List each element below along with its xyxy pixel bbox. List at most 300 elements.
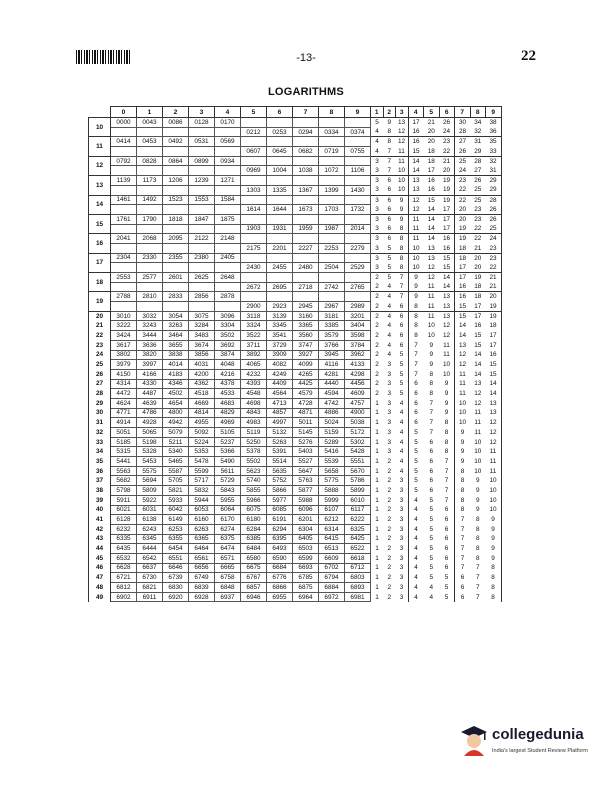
log-value: 3711: [241, 340, 267, 350]
diff-cell: 7: [429, 399, 434, 407]
diff-cell: 8: [396, 234, 409, 244]
empty-cell: [293, 176, 319, 186]
diff-cell: 5: [444, 593, 449, 601]
empty-cell: [163, 147, 189, 157]
log-value: 3243: [137, 321, 163, 331]
diff-cell: 6: [455, 573, 471, 583]
log-value: 0607: [241, 147, 267, 157]
log-value: 3424: [111, 331, 137, 341]
row-number: 48: [89, 583, 111, 593]
log-value: 2041: [111, 234, 137, 244]
log-value: 3464: [163, 331, 189, 341]
diff-cell: 19: [439, 176, 455, 186]
log-value: 5888: [319, 486, 345, 496]
diff-cell: 10: [427, 331, 435, 339]
diff-cell: 26: [486, 205, 502, 215]
diff-cell: 1: [371, 534, 384, 544]
diff-cell: 28: [486, 195, 502, 205]
log-value: 5079: [163, 428, 189, 438]
diff-cell: 6: [399, 341, 404, 349]
diff-cell: 12: [486, 418, 502, 428]
log-value: 6107: [319, 505, 345, 515]
diff-cell: 8: [486, 583, 502, 593]
log-value: 4742: [319, 398, 345, 408]
diff-cell: 2: [371, 340, 384, 350]
diff-cell: 20: [474, 263, 482, 271]
log-value: 4014: [163, 360, 189, 370]
empty-cell: [319, 137, 345, 147]
diff-cell: 7: [475, 574, 480, 582]
diff-cell: 16: [474, 322, 482, 330]
diff-cell: 29: [486, 176, 502, 186]
diff-cell: 18: [486, 321, 502, 331]
log-value: 6911: [137, 592, 163, 602]
log-value: 5798: [111, 486, 137, 496]
table-row: [89, 457, 502, 467]
diff-cell: 9: [399, 205, 404, 213]
diff-cell: 23: [474, 205, 482, 213]
row-number: 15: [89, 214, 111, 233]
diff-cell: 10: [408, 253, 424, 263]
diff-cell: 3: [387, 428, 392, 436]
log-value: 5478: [189, 457, 215, 467]
diff-cell: 6: [455, 592, 471, 602]
diff-cell: 9: [429, 341, 434, 349]
diff-cell: 6: [429, 438, 434, 446]
log-value: 6590: [267, 553, 293, 563]
diff-cell: 2: [371, 350, 384, 360]
diff-cell: 5: [371, 118, 384, 128]
log-value: 2175: [241, 243, 267, 253]
diff-cell: 8: [408, 311, 424, 321]
diff-cell: 5: [429, 496, 434, 504]
empty-cell: [293, 137, 319, 147]
diff-cell: 3: [399, 486, 404, 494]
log-value: 3541: [267, 331, 293, 341]
log-value: 2201: [267, 243, 293, 253]
empty-cell: [111, 147, 137, 157]
log-value: 1875: [215, 214, 241, 224]
diff-cell: 9: [444, 399, 449, 407]
log-value: 6243: [137, 524, 163, 534]
log-value: 3345: [267, 321, 293, 331]
log-value: 6464: [189, 544, 215, 554]
log-value: 1206: [163, 176, 189, 186]
row-number: 26: [89, 369, 111, 379]
diff-cell: 12: [397, 128, 406, 136]
diff-cell: 16: [424, 176, 440, 186]
diff-cell: 5: [408, 428, 424, 438]
diff-cell: 1: [371, 544, 384, 554]
diff-cell: 10: [486, 505, 502, 515]
table-row: [89, 486, 502, 496]
diff-cell: 10: [486, 486, 502, 496]
empty-cell: [215, 243, 241, 253]
diff-cell: 19: [455, 224, 471, 234]
log-value: 4942: [163, 418, 189, 428]
diff-cell: 4: [408, 515, 424, 525]
table-row: [89, 302, 502, 312]
diff-cell: 7: [429, 419, 434, 427]
diff-cell: 9: [475, 496, 480, 504]
log-value: 6191: [267, 515, 293, 525]
diff-cell: 20: [455, 214, 471, 224]
diff-cell: 9: [486, 515, 502, 525]
diff-cell: 5: [429, 525, 434, 533]
diff-cell: 1: [371, 515, 384, 525]
diff-header: 4: [408, 107, 424, 118]
diff-cell: 6: [383, 214, 396, 224]
diff-cell: 6: [408, 418, 424, 428]
diff-cell: 24: [442, 128, 451, 136]
row-number: 20: [89, 311, 111, 321]
log-value: 6839: [189, 583, 215, 593]
log-value: 4314: [111, 379, 137, 389]
empty-cell: [345, 137, 371, 147]
diff-cell: 7: [429, 428, 434, 436]
col-header: 5: [241, 107, 267, 118]
empty-cell: [163, 205, 189, 215]
log-value: 6355: [163, 534, 189, 544]
log-value: 3404: [345, 321, 371, 331]
log-value: 1430: [345, 185, 371, 195]
row-number: 44: [89, 544, 111, 554]
diff-cell: 1: [371, 447, 384, 457]
log-value: 5051: [111, 428, 137, 438]
diff-cell: 14: [474, 361, 482, 369]
diff-cell: 19: [439, 195, 455, 205]
table-row: [89, 592, 502, 602]
row-number: 35: [89, 457, 111, 467]
diff-cell: 10: [408, 263, 424, 273]
empty-cell: [189, 127, 215, 137]
diff-cell: 7: [444, 496, 449, 504]
diff-cell: 16: [408, 137, 424, 147]
diff-cell: 4: [371, 127, 384, 137]
log-value: 6656: [189, 563, 215, 573]
log-value: 5024: [319, 418, 345, 428]
log-value: 6712: [345, 563, 371, 573]
logo-name: collegedunia: [492, 726, 584, 743]
diff-cell: 22: [486, 263, 502, 273]
table-row: [89, 321, 502, 331]
log-value: 5705: [163, 476, 189, 486]
log-value: 5611: [215, 466, 241, 476]
col-header: 9: [345, 107, 371, 118]
log-value: 3945: [319, 350, 345, 360]
empty-cell: [215, 127, 241, 137]
log-value: 5289: [319, 437, 345, 447]
log-value: 4518: [189, 389, 215, 399]
log-value: 6503: [293, 544, 319, 554]
diff-cell: 17: [474, 302, 482, 310]
log-value: 5647: [293, 466, 319, 476]
empty-cell: [137, 147, 163, 157]
log-value: 2742: [319, 282, 345, 292]
diff-cell: 5: [444, 583, 449, 591]
diff-cell: 5: [408, 466, 424, 476]
diff-cell: 7: [455, 563, 471, 573]
diff-cell: 8: [399, 244, 404, 252]
diff-cell: 7: [396, 292, 409, 302]
diff-cell: 28: [470, 156, 486, 166]
log-value: 2989: [345, 302, 371, 312]
log-value: 2967: [319, 302, 345, 312]
diff-cell: 2: [387, 467, 392, 475]
diff-cell: 3: [399, 535, 404, 543]
table-row: [89, 418, 502, 428]
diff-cell: 9: [444, 380, 449, 388]
diff-cell: 14: [408, 156, 424, 166]
log-value: 6599: [293, 553, 319, 563]
diff-cell: 4: [399, 428, 404, 436]
diff-cell: 5: [429, 564, 434, 572]
diff-cell: 14: [455, 321, 471, 331]
log-value: 2878: [215, 292, 241, 302]
log-value: 4472: [111, 389, 137, 399]
table-row: [89, 137, 502, 147]
empty-cell: [293, 214, 319, 224]
diff-cell: 5: [383, 253, 396, 263]
log-value: 2122: [189, 234, 215, 244]
diff-cell: 11: [455, 369, 471, 379]
log-value: 2330: [137, 253, 163, 263]
log-value: 4533: [215, 389, 241, 399]
table-row: [89, 428, 502, 438]
diff-cell: 7: [475, 583, 480, 591]
empty-cell: [215, 185, 241, 195]
log-value: 5038: [345, 418, 371, 428]
table-row: [89, 379, 502, 389]
row-number: 19: [89, 292, 111, 311]
log-value: 4639: [137, 398, 163, 408]
log-value: 5786: [345, 476, 371, 486]
diff-cell: 2: [387, 535, 392, 543]
log-value: 6866: [267, 583, 293, 593]
log-value: 1818: [163, 214, 189, 224]
diff-cell: 3: [371, 156, 384, 166]
diff-cell: 6: [387, 205, 392, 213]
empty-cell: [345, 118, 371, 128]
row-number: 38: [89, 486, 111, 496]
log-value: 2304: [111, 253, 137, 263]
log-value: 1335: [267, 185, 293, 195]
diff-cell: 3: [399, 593, 404, 601]
log-value: 6425: [345, 534, 371, 544]
log-value: 0492: [163, 137, 189, 147]
empty-cell: [137, 263, 163, 273]
log-value: 6920: [163, 592, 189, 602]
row-number: 43: [89, 534, 111, 544]
diff-cell: 2: [371, 282, 384, 292]
diff-cell: 13: [474, 380, 482, 388]
log-value: 6693: [293, 563, 319, 573]
log-value: 5340: [163, 447, 189, 457]
diff-cell: 7: [408, 340, 424, 350]
log-value: 0569: [215, 137, 241, 147]
diff-cell: 4: [429, 583, 434, 591]
diff-cell: 22: [455, 195, 471, 205]
log-value: 4728: [293, 398, 319, 408]
diff-cell: 8: [475, 535, 480, 543]
diff-cell: 7: [444, 457, 449, 465]
diff-cell: 7: [455, 534, 471, 544]
diff-cell: 21: [474, 244, 482, 252]
diff-cell: 6: [408, 398, 424, 408]
log-value: 0086: [163, 118, 189, 128]
diff-cell: 3: [371, 185, 384, 195]
diff-cell: 9: [408, 282, 424, 292]
log-value: 0414: [111, 137, 137, 147]
log-value: 3692: [215, 340, 241, 350]
diff-cell: 23: [455, 176, 471, 186]
log-value: 6848: [215, 583, 241, 593]
log-value: 2455: [267, 263, 293, 273]
diff-cell: 6: [444, 525, 449, 533]
log-value: 4216: [215, 369, 241, 379]
log-value: 5635: [267, 466, 293, 476]
diff-cell: 4: [399, 457, 404, 465]
log-value: 4150: [111, 369, 137, 379]
diff-cell: 12: [427, 263, 435, 271]
log-value: 3979: [111, 360, 137, 370]
table-row: [89, 476, 502, 486]
diff-cell: 2: [371, 302, 384, 312]
diff-cell: 23: [486, 243, 502, 253]
diff-cell: 1: [371, 495, 384, 505]
diff-cell: 21: [486, 282, 502, 292]
diff-cell: 6: [444, 516, 449, 524]
diff-cell: 19: [442, 186, 451, 194]
log-value: 0755: [345, 147, 371, 157]
empty-cell: [137, 205, 163, 215]
empty-cell: [189, 185, 215, 195]
empty-cell: [215, 282, 241, 292]
diff-cell: 9: [486, 544, 502, 554]
log-value: 0043: [137, 118, 163, 128]
log-value: 5599: [189, 466, 215, 476]
diff-cell: 8: [444, 448, 449, 456]
diff-cell: 12: [486, 437, 502, 447]
log-value: 4786: [137, 408, 163, 418]
table-row: [89, 553, 502, 563]
diff-cell: 32: [474, 128, 482, 136]
log-value: 6484: [241, 544, 267, 554]
diff-cell: 8: [475, 545, 480, 553]
log-value: 6758: [215, 573, 241, 583]
log-value: 2227: [293, 243, 319, 253]
empty-cell: [345, 214, 371, 224]
diff-cell: 17: [455, 273, 471, 283]
empty-cell: [137, 243, 163, 253]
log-value: 4654: [163, 398, 189, 408]
log-value: 5428: [345, 447, 371, 457]
empty-cell: [293, 195, 319, 205]
log-value: 6955: [267, 592, 293, 602]
diff-cell: 3: [399, 554, 404, 562]
empty-cell: [189, 243, 215, 253]
log-value: 6395: [267, 534, 293, 544]
log-value: 3522: [241, 331, 267, 341]
diff-cell: 20: [470, 253, 486, 263]
log-value: 6385: [241, 534, 267, 544]
diff-cell: 14: [427, 225, 435, 233]
empty-cell: [345, 273, 371, 283]
empty-cell: [241, 176, 267, 186]
diff-cell: 7: [408, 350, 424, 360]
log-value: 5944: [189, 495, 215, 505]
diff-cell: 8: [408, 321, 424, 331]
log-value: 4116: [319, 360, 345, 370]
log-value: 2148: [215, 234, 241, 244]
table-row: [89, 544, 502, 554]
diff-cell: 12: [408, 205, 424, 215]
empty-cell: [163, 224, 189, 234]
diff-cell: 5: [399, 351, 404, 359]
log-value: 4983: [241, 418, 267, 428]
diff-cell: 8: [408, 302, 424, 312]
empty-cell: [293, 292, 319, 302]
empty-cell: [137, 224, 163, 234]
log-value: 6222: [345, 515, 371, 525]
log-value: 3997: [137, 360, 163, 370]
diff-cell: 7: [455, 515, 471, 525]
diff-cell: 20: [442, 167, 451, 175]
diff-cell: 4: [387, 283, 392, 291]
log-value: 0531: [189, 137, 215, 147]
diff-cell: 16: [442, 244, 451, 252]
diff-cell: 6: [429, 448, 434, 456]
log-value: 3139: [267, 311, 293, 321]
log-value: 6096: [293, 505, 319, 515]
question-number: 22: [521, 48, 536, 64]
diff-cell: 1: [371, 524, 384, 534]
diff-cell: 4: [387, 341, 392, 349]
empty-cell: [319, 234, 345, 244]
diff-cell: 11: [398, 147, 405, 155]
empty-cell: [241, 253, 267, 263]
diff-cell: 4: [408, 505, 424, 515]
log-value: 3054: [163, 311, 189, 321]
log-value: 3324: [241, 321, 267, 331]
diff-cell: 6: [408, 389, 424, 399]
log-value: 2672: [241, 282, 267, 292]
diff-cell: 3: [371, 205, 384, 215]
log-value: 1732: [345, 205, 371, 215]
log-value: 6821: [137, 583, 163, 593]
diff-cell: 12: [396, 137, 409, 147]
log-value: 6532: [111, 553, 137, 563]
diff-cell: 27: [474, 167, 482, 175]
log-value: 1847: [189, 214, 215, 224]
log-value: 5999: [319, 495, 345, 505]
empty-cell: [111, 282, 137, 292]
diff-cell: 5: [429, 554, 434, 562]
log-value: 1139: [111, 176, 137, 186]
diff-cell: 9: [429, 361, 434, 369]
log-value: 0934: [215, 156, 241, 166]
diff-cell: 15: [439, 253, 455, 263]
col-header: 4: [215, 107, 241, 118]
log-value: 6875: [293, 583, 319, 593]
diff-cell: 35: [486, 137, 502, 147]
log-value: 4997: [267, 418, 293, 428]
log-value: 5821: [163, 486, 189, 496]
log-value: 6474: [215, 544, 241, 554]
diff-cell: 8: [475, 554, 480, 562]
diff-cell: 5: [429, 574, 434, 582]
diff-cell: 26: [455, 147, 471, 157]
